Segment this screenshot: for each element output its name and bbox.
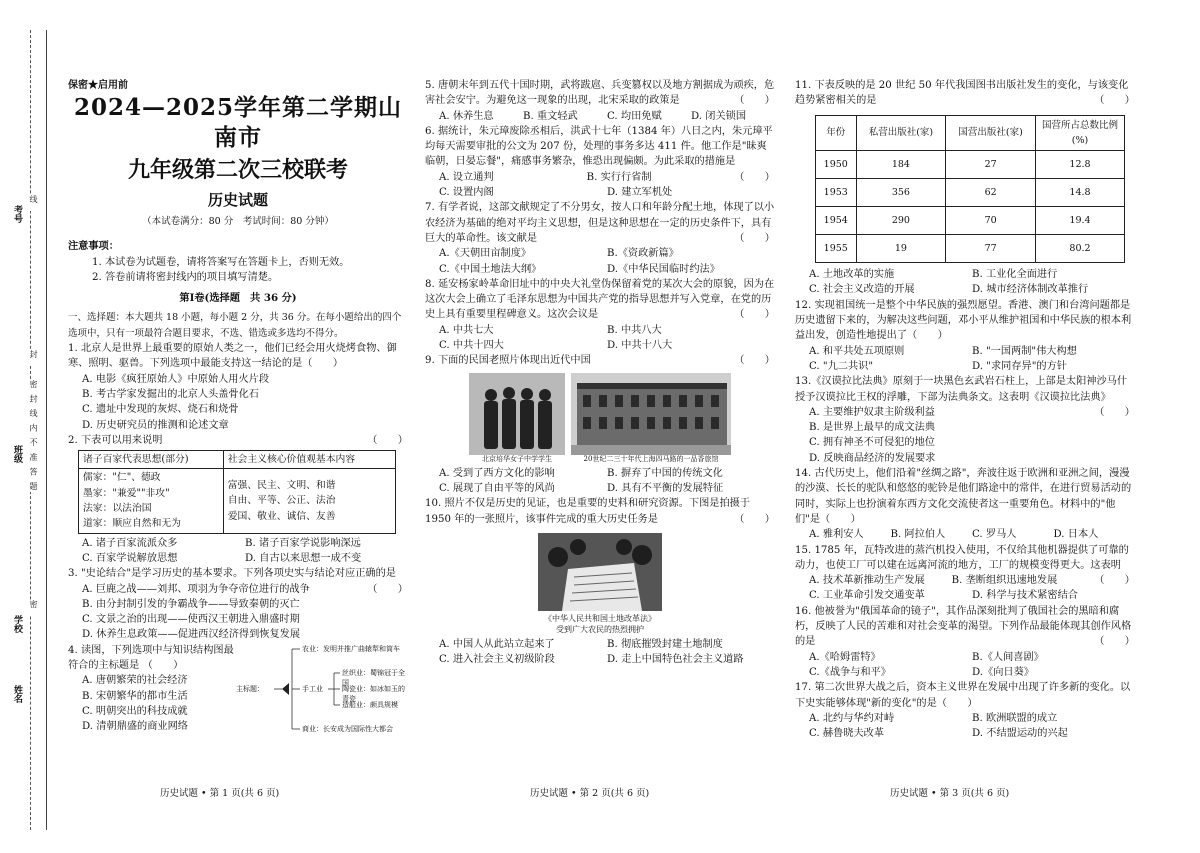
option: C.《中国土地法大纲》 [439, 263, 542, 275]
table-cell: 富强、民主、文明、和谐 [227, 480, 336, 492]
option: D. 具有不平衡的发展特征 [607, 482, 724, 494]
option: C. 遗址中发现的灰烬、烧石和烧骨 [82, 404, 239, 416]
option: B. 垄断组织迅速地发展 [951, 575, 1058, 587]
answer-paren: （ ） [142, 660, 184, 672]
table-header: 年份 [816, 115, 857, 151]
table-cell: 爱国、敬业、诚信、友善 [227, 510, 336, 522]
table-cell: 70 [946, 207, 1036, 235]
question-15 [795, 543, 1135, 604]
section-intro: 一、选择题：本大题共 18 小题，每小题 2 分，共 36 分。在每小题给出的四个选项中，只有一项最符合题目要求，不选、错选或多选均不得分。 [68, 312, 402, 339]
option: C. 设置内阁 [439, 187, 494, 199]
option: C. 明朝突出的科技成就 [82, 705, 188, 717]
seal-notice: 密 封 线 内 不 准 答 题 [29, 380, 38, 492]
question-stem: 14. 古代历史上，他们沿着"丝绸之路"，奔波往返于欧洲和亚洲之间，漫漫的沙漠、长长的驼队和悠悠的驼铃是他们路途中的常伴，在进行贸易活动的同时，实际上也扮演着东西方文化交流使者这一重要角色。材料中的"他们"是（ ） [795, 468, 1132, 525]
question-stem: 4. 读图，下列选项中与知识结构图最符合的主标题是 [68, 644, 234, 672]
exam-no-label: 考号 [12, 205, 22, 223]
option: C. 拥有神圣不可侵犯的地位 [809, 437, 935, 449]
option: B. 摒弃了中国的传统文化 [607, 467, 723, 479]
option: C. 工业革命引发交通变革 [809, 590, 925, 602]
table-header: 社会主义核心价值观基本内容 [223, 451, 395, 469]
option: B. 彻底摧毁封建土地制度 [607, 638, 723, 650]
confidential-mark: 保密★启用前 [68, 80, 128, 91]
answer-paren: （ ） [734, 355, 775, 367]
option: A. 中共七大 [439, 324, 494, 336]
school-label: 学校 [12, 615, 22, 633]
option: D. 走上中国特色社会主义道路 [607, 654, 744, 666]
option: B.《资政新篇》 [607, 248, 679, 260]
option: B. 工业化全面进行 [972, 269, 1058, 281]
notes-heading: 注意事项： [68, 240, 119, 253]
option: A. 休养生息 [439, 110, 494, 122]
option: B. "一国两制"伟大构想 [972, 345, 1077, 357]
table-cell: 1950 [816, 151, 857, 179]
table-row [816, 151, 1125, 179]
option: B.《人间喜剧》 [972, 651, 1044, 663]
option: B. 欧洲联盟的成立 [972, 712, 1058, 724]
exam-meta: （本试卷满分：80 分 考试时间：80 分钟） [142, 216, 334, 228]
option: A. 巨鹿之战——刘邦、项羽为争夺帝位进行的战争 [82, 583, 310, 595]
option: C. 中共十四大 [439, 340, 504, 352]
question-stem: 10. 照片不仅是历史的见证，也是重要的史料和研究资源。下图是拍摄于 1950 年的一张照片，该事件完成的重大历史任务是 [425, 498, 751, 525]
name-label: 姓名 [12, 685, 22, 703]
answer-paren: （ ） [734, 309, 775, 321]
question-stem: 15. 1785 年，瓦特改进的蒸汽机投入使用，不仅给其他机器提供了可靠的动力，也使工厂可以建在远离河流的地方，工厂的规模变得更大。这表明 [795, 544, 1129, 571]
option: C. 赫鲁晓夫改革 [809, 728, 885, 740]
answer-paren: （ ） [734, 232, 775, 244]
option: D. 科学与技术紧密结合 [972, 590, 1078, 602]
seal-char-seal: 封 [29, 350, 38, 366]
question-17 [795, 680, 1135, 741]
option: A. 雅利安人 [809, 529, 864, 541]
option: D. 中共十八大 [607, 340, 673, 352]
question-stem: 8. 延安杨家岭革命旧址中的中央大礼堂伪保留着党的某次大会的原貌，因为在这次大会上确立了毛泽东思想为中国共产党的指导思想并写入党章，在党的历史上具有重要里程碑意义。这次会议是 [425, 278, 775, 321]
question-stem: 3. "史论结合"是学习历史的基本要求。下列各项史实与结论对应正确的是 [68, 568, 396, 580]
column-2 [425, 78, 775, 667]
option: A. 受到了西方文化的影响 [439, 467, 555, 479]
photo-hotel [571, 373, 731, 455]
table-cell: 1954 [816, 207, 857, 235]
table-cell: 80.2 [1036, 235, 1125, 263]
option: D. 日本人 [1053, 529, 1099, 541]
exam-title-line2: 九年级第二次三校联考 [127, 157, 348, 184]
binding-margin [0, 0, 62, 853]
table-cell: 27 [946, 151, 1036, 179]
question-14 [795, 466, 1135, 542]
page-footer: 历史试题 • 第 2 页(共 6 页) [530, 788, 650, 799]
option: A. 中国人从此站立起来了 [439, 638, 555, 650]
question-stem: 7. 有学者说，这部文献规定了不分男女，按人口和年龄分配土地，体现了以小农经济为基础的绝对平均主义思想，但是这种思想在一定的历史条件下，具有巨大的革命性。该文献是 [425, 202, 775, 244]
seal-char-secret: 密 [29, 600, 38, 616]
option: D. "求同存异"的方针 [972, 360, 1067, 372]
table-cell: 12.8 [1036, 151, 1125, 179]
section-title: 第Ⅰ卷(选择题 共 36 分) [179, 292, 297, 305]
question-stem: 2. 下表可以用来说明 [68, 434, 163, 446]
option: B. 阿拉伯人 [890, 529, 946, 541]
option: B. 考古学家发掘出的北京人头盖骨化石 [82, 388, 259, 400]
table-row [816, 235, 1125, 263]
photo-land-reform [538, 533, 662, 611]
option: B. 诸子百家学说影响深远 [245, 537, 361, 549]
table-cell: 19 [856, 235, 946, 263]
page-footer: 历史试题 • 第 3 页(共 6 页) [890, 788, 1010, 799]
option: B. 由分封制引发的争霸战争——导致秦朝的灭亡 [82, 598, 300, 610]
option: D. 不结盟运动的兴起 [972, 728, 1068, 740]
option: D. 反映商品经济的发展要求 [809, 452, 936, 464]
option: B. 宋朝繁华的都市生活 [82, 690, 188, 702]
question-stem: 17. 第二次世界大战之后，资本主义世界在发展中出现了许多新的变化。以下史实能够体现"新的变化"的是（ ） [795, 682, 1131, 709]
page-footer: 历史试题 • 第 1 页(共 6 页) [160, 788, 280, 799]
table-cell: 184 [856, 151, 946, 179]
question-9 [425, 353, 775, 496]
answer-paren: （ ） [734, 513, 775, 525]
question-stem: 6. 据统计，朱元璋废除丞相后，洪武十七年（1384 年）八日之内，朱元璋平均每天需要审批的公文为 207 份，处理的事务多达 411 件。他工作是"昧爽临朝，日晏忘餐"，痛感事务繁杂，惟恐出现偏颇。为此采取的措施是 [425, 125, 773, 168]
answer-paren: （ ） [1094, 636, 1135, 648]
question-5 [425, 78, 775, 124]
option: C. 社会主义改造的开展 [809, 284, 915, 296]
option: C. 罗马人 [972, 529, 1017, 541]
option: C. 均田免赋 [607, 110, 662, 122]
option: C. "九二共识" [809, 360, 874, 372]
note-item: 2. 答卷前请将密封线内的项目填写清楚。 [92, 271, 279, 283]
answer-paren: （ ） [734, 171, 775, 183]
option: B. 是世界上最早的成文法典 [809, 422, 936, 434]
answer-paren: （ ） [1094, 95, 1135, 107]
table-cell: 1953 [816, 179, 857, 207]
option: D. 休养生息政策——促进西汉经济得到恢复发展 [82, 629, 301, 641]
table-header: 国营所占总数比例(%) [1036, 115, 1125, 151]
question-1 [68, 341, 408, 433]
option: A. 技术革新推动生产发展 [809, 575, 925, 587]
option: D. 历史研究员的推测和论述文章 [82, 419, 229, 431]
option: B. 实行行省制 [586, 171, 652, 183]
option: D.《向日葵》 [972, 666, 1034, 678]
option: C.《战争与和平》 [809, 666, 891, 678]
option: A.《天朝田亩制度》 [439, 248, 532, 260]
table-row [816, 179, 1125, 207]
answer-paren: （ ） [367, 583, 408, 595]
question-6 [425, 124, 775, 200]
option: A. 电影《疯狂原始人》中原始人用火片段 [82, 373, 270, 385]
diagram-root: 主标题： [236, 684, 264, 693]
question-2 [68, 433, 408, 566]
option: D.《中华民国临时约法》 [607, 263, 720, 275]
diagram-agriculture: 农业：发明并推广曲辕犁和筒车 [302, 644, 400, 653]
column-3 [795, 78, 1135, 741]
option: A. 土地改革的实施 [809, 269, 895, 281]
table-cell: 自由、平等、公正、法治 [227, 495, 336, 507]
option: A. 唐朝繁荣的社会经济 [82, 675, 188, 687]
answer-paren: （ ） [1094, 406, 1135, 418]
table-cell: 1955 [816, 235, 857, 263]
photo-caption: 《中华人民共和国土地改革法》 [544, 613, 656, 623]
option: D. 清朝鼎盛的商业网络 [82, 721, 188, 733]
question-8 [425, 277, 775, 353]
table-header: 私营出版社(家) [856, 115, 946, 151]
table-cell: 62 [946, 179, 1036, 207]
table-header: 国营出版社(家) [946, 115, 1036, 151]
table-row [816, 207, 1125, 235]
diagram-commerce: 商业：长安成为国际性大都会 [302, 724, 393, 733]
question-7 [425, 200, 775, 276]
column-1 [68, 78, 408, 738]
table-cell: 道家：顺应自然和无为 [83, 518, 181, 530]
question-stem: 11. 下表反映的是 20 世纪 50 年代我国图书出版社发生的变化，与该变化趋势紧密相关的是 [795, 80, 1129, 107]
seal-char-line: 线 [29, 195, 38, 211]
option: C. 百家学说解放思想 [82, 552, 178, 564]
table-cell: 77 [946, 235, 1036, 263]
table-cell: 356 [856, 179, 946, 207]
class-label: 班级 [12, 445, 22, 463]
option: D. 闭关锁国 [691, 110, 747, 122]
diagram-handicraft: 手工业 [302, 684, 323, 693]
diagram-porcelain: 陶瓷业：如冰如玉的青瓷 [342, 684, 405, 703]
option: A. 主要维护奴隶主阶级利益 [809, 406, 935, 418]
table-cell: 法家：以法治国 [83, 503, 152, 515]
question-3 [68, 566, 408, 642]
exam-title-line1: 2024—2025学年第二学期山南市 [73, 94, 403, 152]
question-13 [795, 374, 1135, 466]
answer-paren: （ ） [734, 95, 775, 107]
question-stem: 16. 他被誉为"俄国革命的镜子"，其作品深刻批判了俄国社会的黑暗和腐朽，反映了人民的苦难和对社会变革的渴望。下列作品最能体现其创作风格的是 [795, 605, 1132, 648]
question-12 [795, 298, 1135, 374]
question-stem: 12. 实现祖国统一是整个中华民族的强烈愿望。香港、澳门和台湾问题都是历史遗留下来的，为解决这些问题，邓小平从维护祖国和中华民族的根本利益出发，创造性地提出了（ ） [795, 299, 1132, 342]
option: D. 建立军机处 [607, 187, 673, 199]
question-stem: 1. 北京人是世界上最重要的原始人类之一，他们已经会用火烧烤食物、御寒、照明、驱兽。下列选项中最能支持这一结论的是（ ） [68, 343, 397, 370]
publisher-table [815, 115, 1125, 264]
table-cell: 14.8 [1036, 179, 1125, 207]
question-16 [795, 604, 1135, 680]
option: A. 诸子百家流派众多 [82, 537, 178, 549]
question-4 [68, 643, 408, 738]
photo-caption: 受到广大农民的热烈拥护 [556, 624, 644, 634]
photo-schoolgirls [469, 373, 565, 455]
question-11 [795, 78, 1135, 298]
option: A. 设立通判 [439, 171, 494, 183]
table-cell: 290 [856, 207, 946, 235]
question-stem: 5. 唐朝末年到五代十国时期，武将跋扈、兵变篡权以及地方割据成为顽疾，危害社会安宁。为避免这一现象的出现，北宋采取的政策是 [425, 80, 775, 107]
option: A. 和平共处五项原则 [809, 345, 905, 357]
answer-paren: （ ） [1094, 575, 1135, 587]
thought-table [78, 450, 396, 533]
photo-caption: 北京培华女子中学学生 [482, 454, 552, 463]
option: B. 中共八大 [607, 324, 662, 336]
table-cell: 墨家："兼爱""非攻" [83, 487, 170, 499]
binding-line [46, 30, 47, 830]
option: C. 文景之治的出现——使西汉王朝进入鼎盛时期 [82, 614, 300, 626]
answer-paren: （ ） [367, 434, 408, 446]
option: D. 城市经济体制改革推行 [972, 284, 1089, 296]
option: A.《哈姆雷特》 [809, 651, 881, 663]
photo-caption: 20世纪二三十年代上海四马路的一品香旅馆 [583, 454, 719, 463]
table-cell: 19.4 [1036, 207, 1125, 235]
option: D. 自古以来思想一成不变 [245, 552, 362, 564]
option: C. 进入社会主义初级阶段 [439, 654, 555, 666]
table-cell: 儒家："仁"、德政 [83, 472, 161, 484]
option: B. 重文轻武 [523, 110, 578, 122]
option: A. 北约与华约对峙 [809, 712, 895, 724]
diagram-ship: 造船业：颇具规模 [342, 700, 398, 709]
note-item: 1. 本试卷为试题卷，请将答案写在答题卡上，否则无效。 [92, 256, 350, 268]
question-10 [425, 496, 775, 667]
diagram-silk: 丝织业：蜀锦冠于全国 [342, 668, 405, 687]
question-stem: 9. 下面的民国老照片体现出近代中国 [425, 355, 591, 367]
table-header: 诸子百家代表思想(部分) [79, 451, 224, 469]
question-stem: 13.《汉谟拉比法典》原刻于一块黑色玄武岩石柱上，上部是太阳神沙马什授予汉谟拉比王权的浮雕，下部为法典条文。这表明《汉谟拉比法典》 [795, 376, 1128, 403]
option: C. 展现了自由平等的风尚 [439, 482, 555, 494]
subject-title: 历史试题 [207, 191, 268, 210]
